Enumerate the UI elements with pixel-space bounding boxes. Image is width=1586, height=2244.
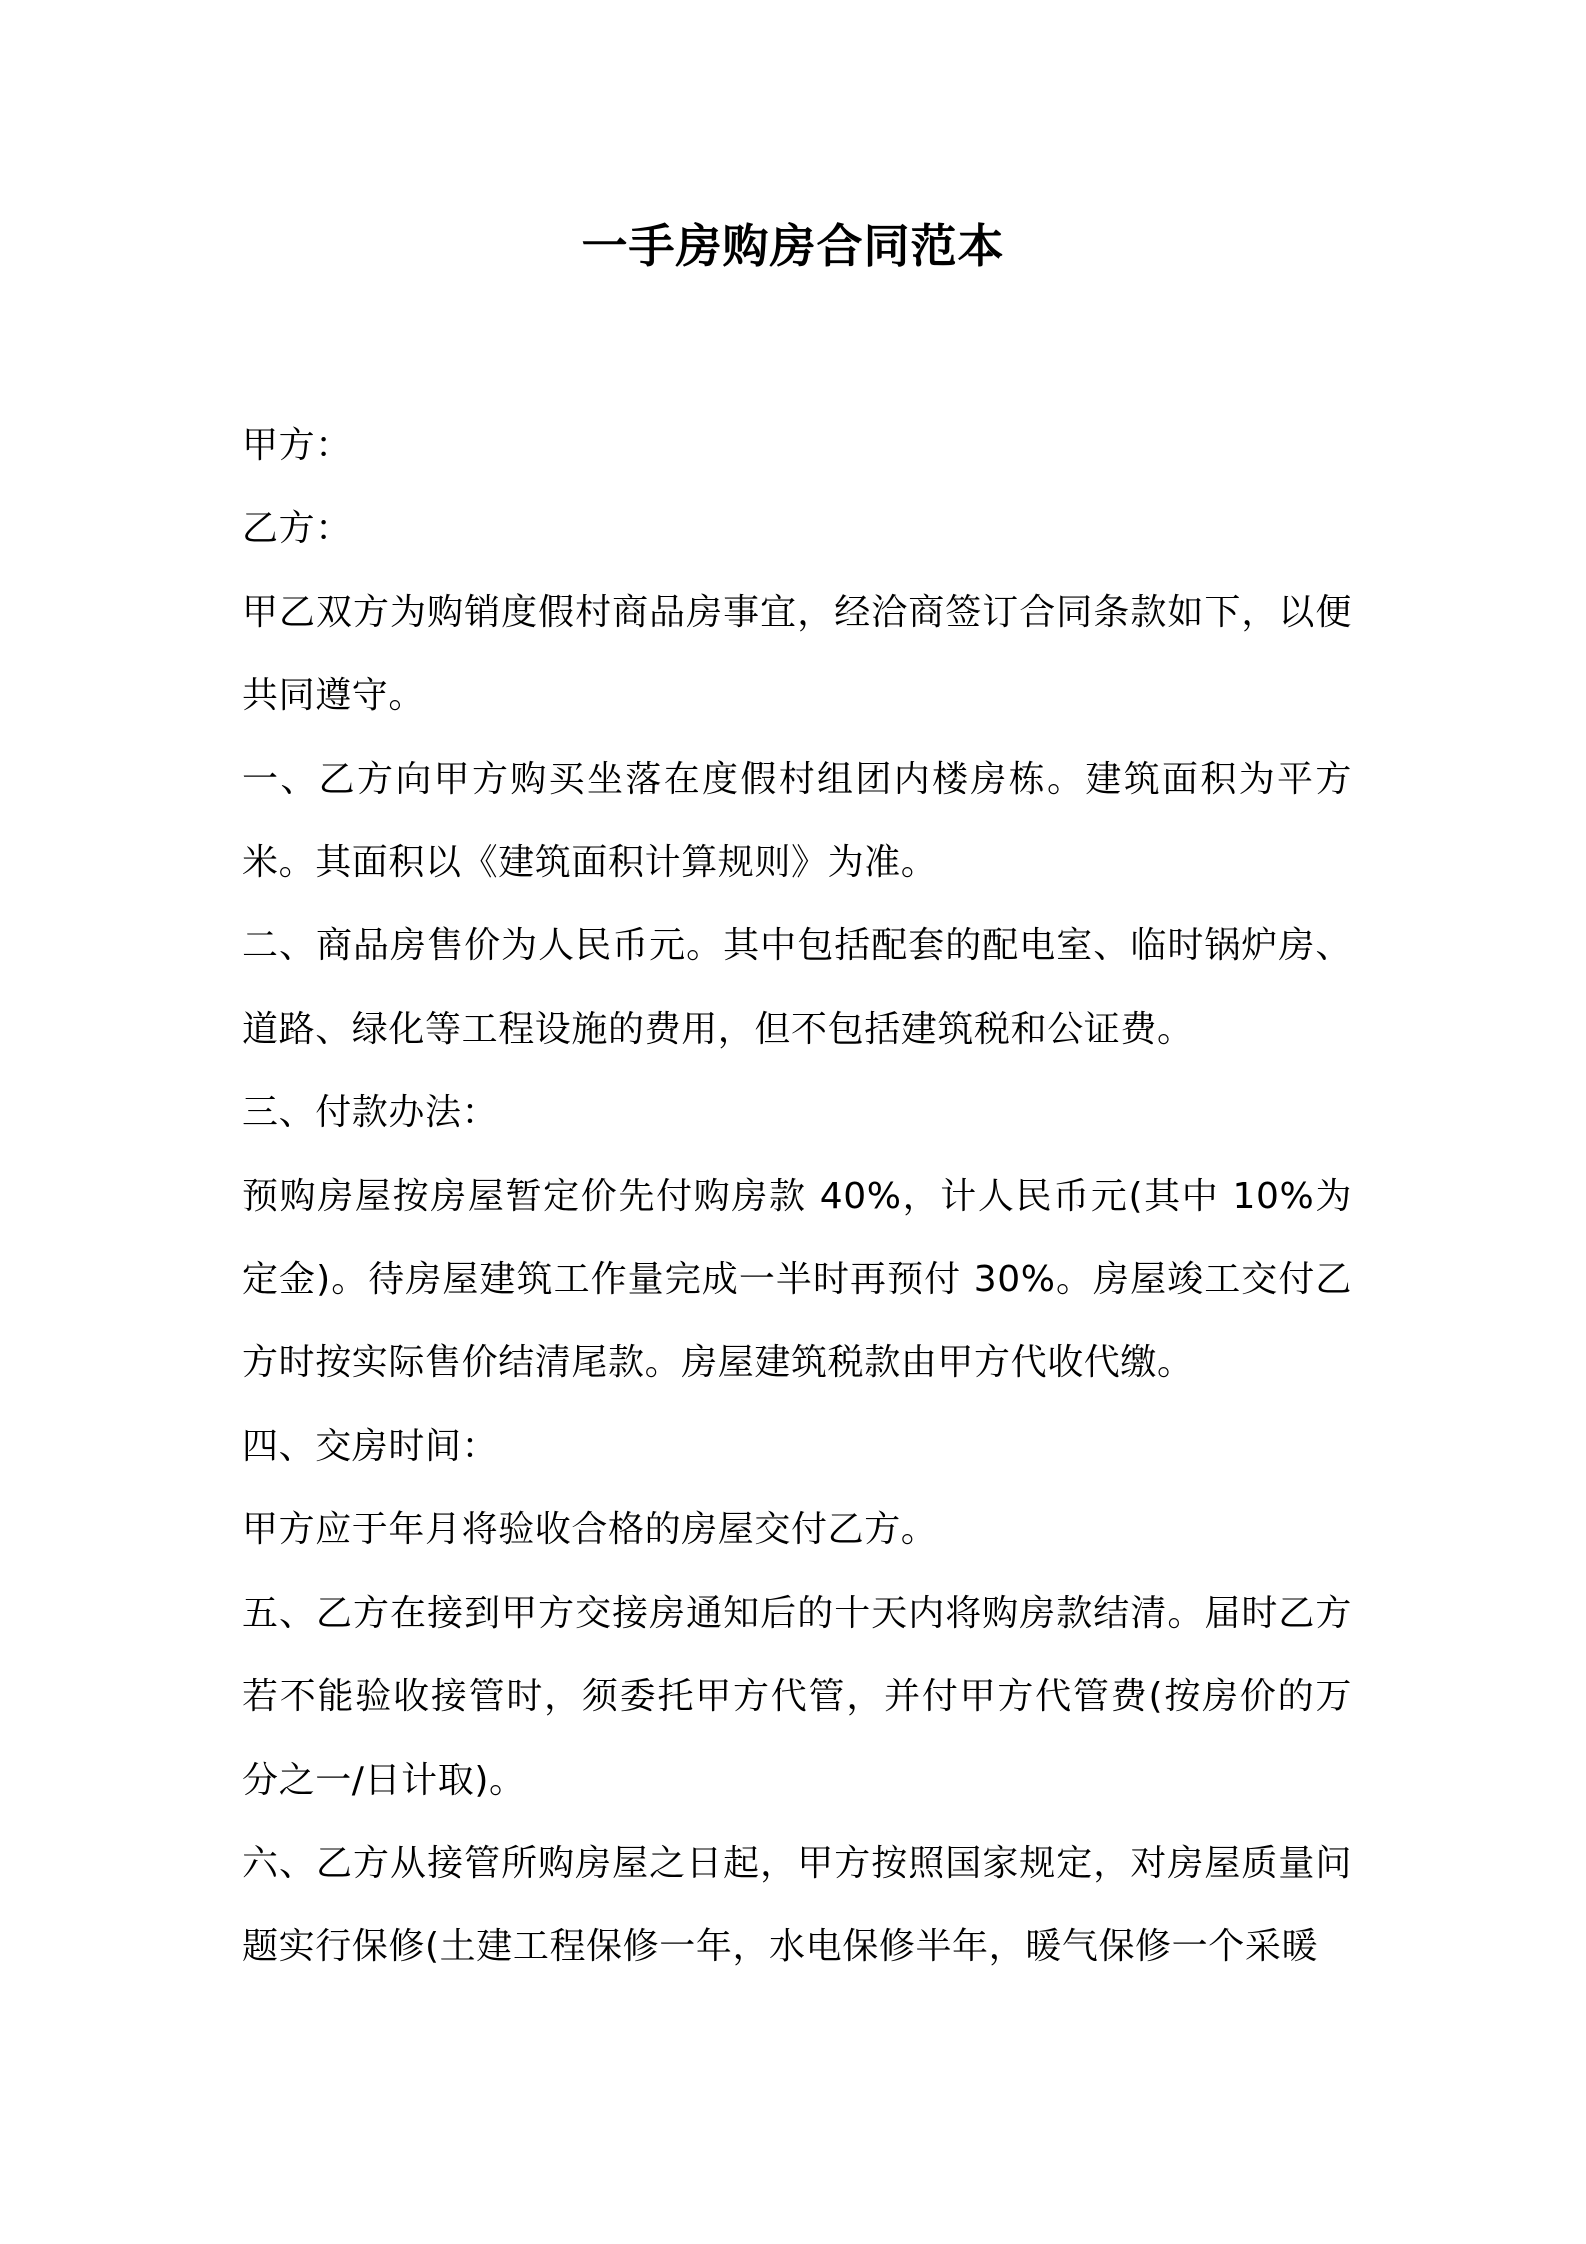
clause-5-paragraph: 五、乙方在接到甲方交接房通知后的十天内将购房款结清。届时乙方若不能验收接管时，须委托甲方代管，并付甲方代管费(按房价的万分之一/日计取)。 [242,1592,1352,1801]
preamble-paragraph: 甲乙双方为购销度假村商品房事宜，经洽商签订合同条款如下，以便共同遵守。 [242,591,1352,717]
party-b-line: 乙方： [242,508,352,550]
contract-body [242,404,1352,1989]
payment-terms-paragraph: 预购房屋按房屋暂定价先付购房款 40%，计人民币元(其中 10%为定金)。待房屋建筑工作量完成一半时再预付 30%。房屋竣工交付乙方时按实际售价结清尾款。房屋建筑税款由甲方代收代缴。 [242,1175,1352,1384]
clause-2-paragraph: 二、商品房售价为人民币元。其中包括配套的配电室、临时锅炉房、道路、绿化等工程设施的费用，但不包括建筑税和公证费。 [242,925,1352,1050]
delivery-time-paragraph: 甲方应于年月将验收合格的房屋交付乙方。 [242,1509,938,1551]
clause-4-heading: 四、交房时间： [242,1425,499,1467]
clause-6-paragraph: 六、乙方从接管所购房屋之日起，甲方按照国家规定，对房屋质量问题实行保修(土建工程保修一年，水电保修半年，暖气保修一个采暖 [242,1842,1352,1968]
clause-1-paragraph: 一、乙方向甲方购买坐落在度假村组团内楼房栋。建筑面积为平方米。其面积以《建筑面积计算规则》为准。 [242,758,1352,884]
clause-3-heading: 三、付款办法： [242,1092,499,1134]
document-title: 一手房购房合同范本 [581,219,1005,273]
party-a-line: 甲方： [242,425,352,466]
